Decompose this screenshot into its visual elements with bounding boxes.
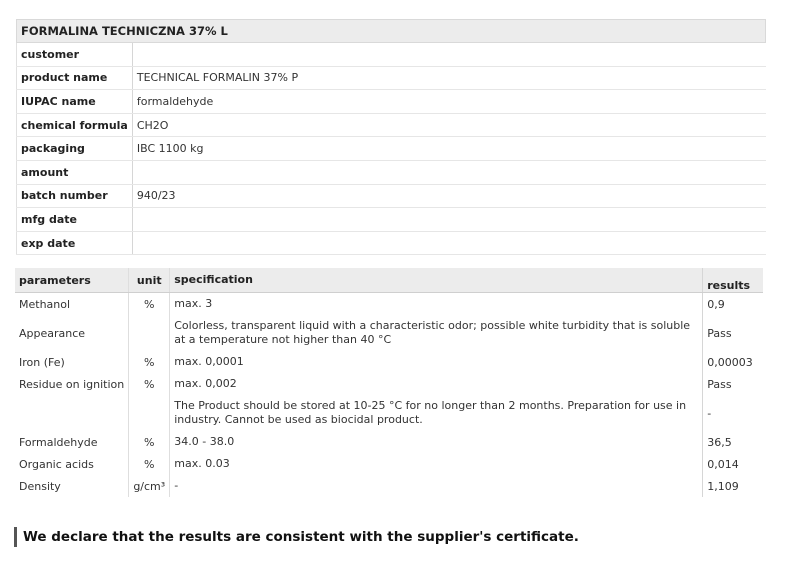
info-row-mfg-date — [17, 208, 766, 232]
product-title-row — [17, 20, 766, 43]
info-value: IBC 1100 kg — [132, 137, 765, 161]
parameter-row — [15, 453, 763, 475]
parameter-row — [15, 351, 763, 373]
info-value — [132, 231, 765, 255]
parameter-name — [15, 395, 129, 431]
parameter-unit: % — [129, 351, 170, 373]
info-value: formaldehyde — [132, 90, 765, 114]
parameter-specification: The Product should be stored at 10-25 °C for no longer than 2 months. Preparation for use in industry. Cannot be used as biocidal product. — [174, 399, 687, 426]
parameter-result: 1,109 — [703, 475, 763, 497]
info-value: TECHNICAL FORMALIN 37% P — [132, 66, 765, 90]
parameter-specification: max. 0,002 — [174, 377, 237, 390]
info-label: customer — [17, 43, 133, 67]
parameter-result: 0,9 — [703, 293, 763, 316]
column-header-unit: unit — [129, 268, 170, 293]
parameters-table — [15, 268, 763, 497]
parameter-specification: max. 0.03 — [174, 457, 230, 470]
info-label: mfg date — [17, 208, 133, 232]
info-row-iupac-name — [17, 90, 766, 114]
parameter-name: Organic acids — [19, 457, 94, 471]
parameter-name: Residue on ignition — [19, 377, 125, 391]
parameter-row — [15, 431, 763, 453]
parameter-row — [15, 475, 763, 497]
info-row-batch-number — [17, 184, 766, 208]
info-row-chemical-formula — [17, 113, 766, 137]
info-label: amount — [17, 160, 133, 184]
info-row-customer — [17, 43, 766, 67]
parameter-row — [15, 315, 763, 351]
parameter-result: 0,014 — [703, 453, 763, 475]
parameter-unit: % — [129, 453, 170, 475]
parameter-result: Pass — [703, 315, 763, 351]
parameter-specification: max. 3 — [174, 297, 213, 310]
info-value — [132, 208, 765, 232]
info-row-packaging — [17, 137, 766, 161]
product-info-table — [16, 19, 766, 255]
info-value: CH2O — [132, 113, 765, 137]
info-row-exp-date — [17, 231, 766, 255]
column-header-specification: specification — [170, 268, 703, 293]
parameter-result: 0,00003 — [703, 351, 763, 373]
parameters-header-row — [15, 268, 763, 293]
info-value: 940/23 — [132, 184, 765, 208]
parameter-unit: % — [129, 431, 170, 453]
parameter-row — [15, 373, 763, 395]
parameter-specification: max. 0,0001 — [174, 355, 244, 368]
parameter-name: Density — [19, 479, 61, 493]
parameter-name: Methanol — [19, 297, 71, 311]
parameter-unit: g/cm³ — [129, 475, 170, 497]
info-label: chemical formula — [17, 113, 133, 137]
info-value — [132, 43, 765, 67]
column-header-results: results — [703, 268, 763, 293]
parameter-unit — [129, 315, 170, 351]
parameter-name: Formaldehyde — [19, 435, 98, 449]
parameter-row — [15, 395, 763, 431]
parameter-unit: % — [129, 293, 170, 316]
parameter-result: Pass — [703, 373, 763, 395]
info-label: exp date — [17, 231, 133, 255]
parameter-name: Iron (Fe) — [19, 355, 65, 369]
info-row-product-name — [17, 66, 766, 90]
parameter-unit: % — [129, 373, 170, 395]
info-label: product name — [17, 66, 133, 90]
parameter-specification: - — [174, 479, 179, 492]
parameter-specification: Colorless, transparent liquid with a characteristic odor; possible white turbidity that is soluble at a temperature not higher than 40 °C — [174, 319, 691, 346]
column-header-parameters: parameters — [15, 268, 129, 293]
info-label: batch number — [17, 184, 133, 208]
parameter-result: - — [703, 395, 763, 431]
parameter-name: Appearance — [19, 326, 86, 340]
parameter-row — [15, 293, 763, 316]
info-label: packaging — [17, 137, 133, 161]
product-title: FORMALINA TECHNICZNA 37% L — [17, 20, 766, 43]
info-value — [132, 160, 765, 184]
info-label: IUPAC name — [17, 90, 133, 114]
declaration-statement: We declare that the results are consistent with the supplier's certificate. — [14, 527, 579, 547]
info-row-amount — [17, 160, 766, 184]
parameter-unit — [129, 395, 170, 431]
parameter-specification: 34.0 - 38.0 — [174, 435, 235, 448]
parameter-result: 36,5 — [703, 431, 763, 453]
